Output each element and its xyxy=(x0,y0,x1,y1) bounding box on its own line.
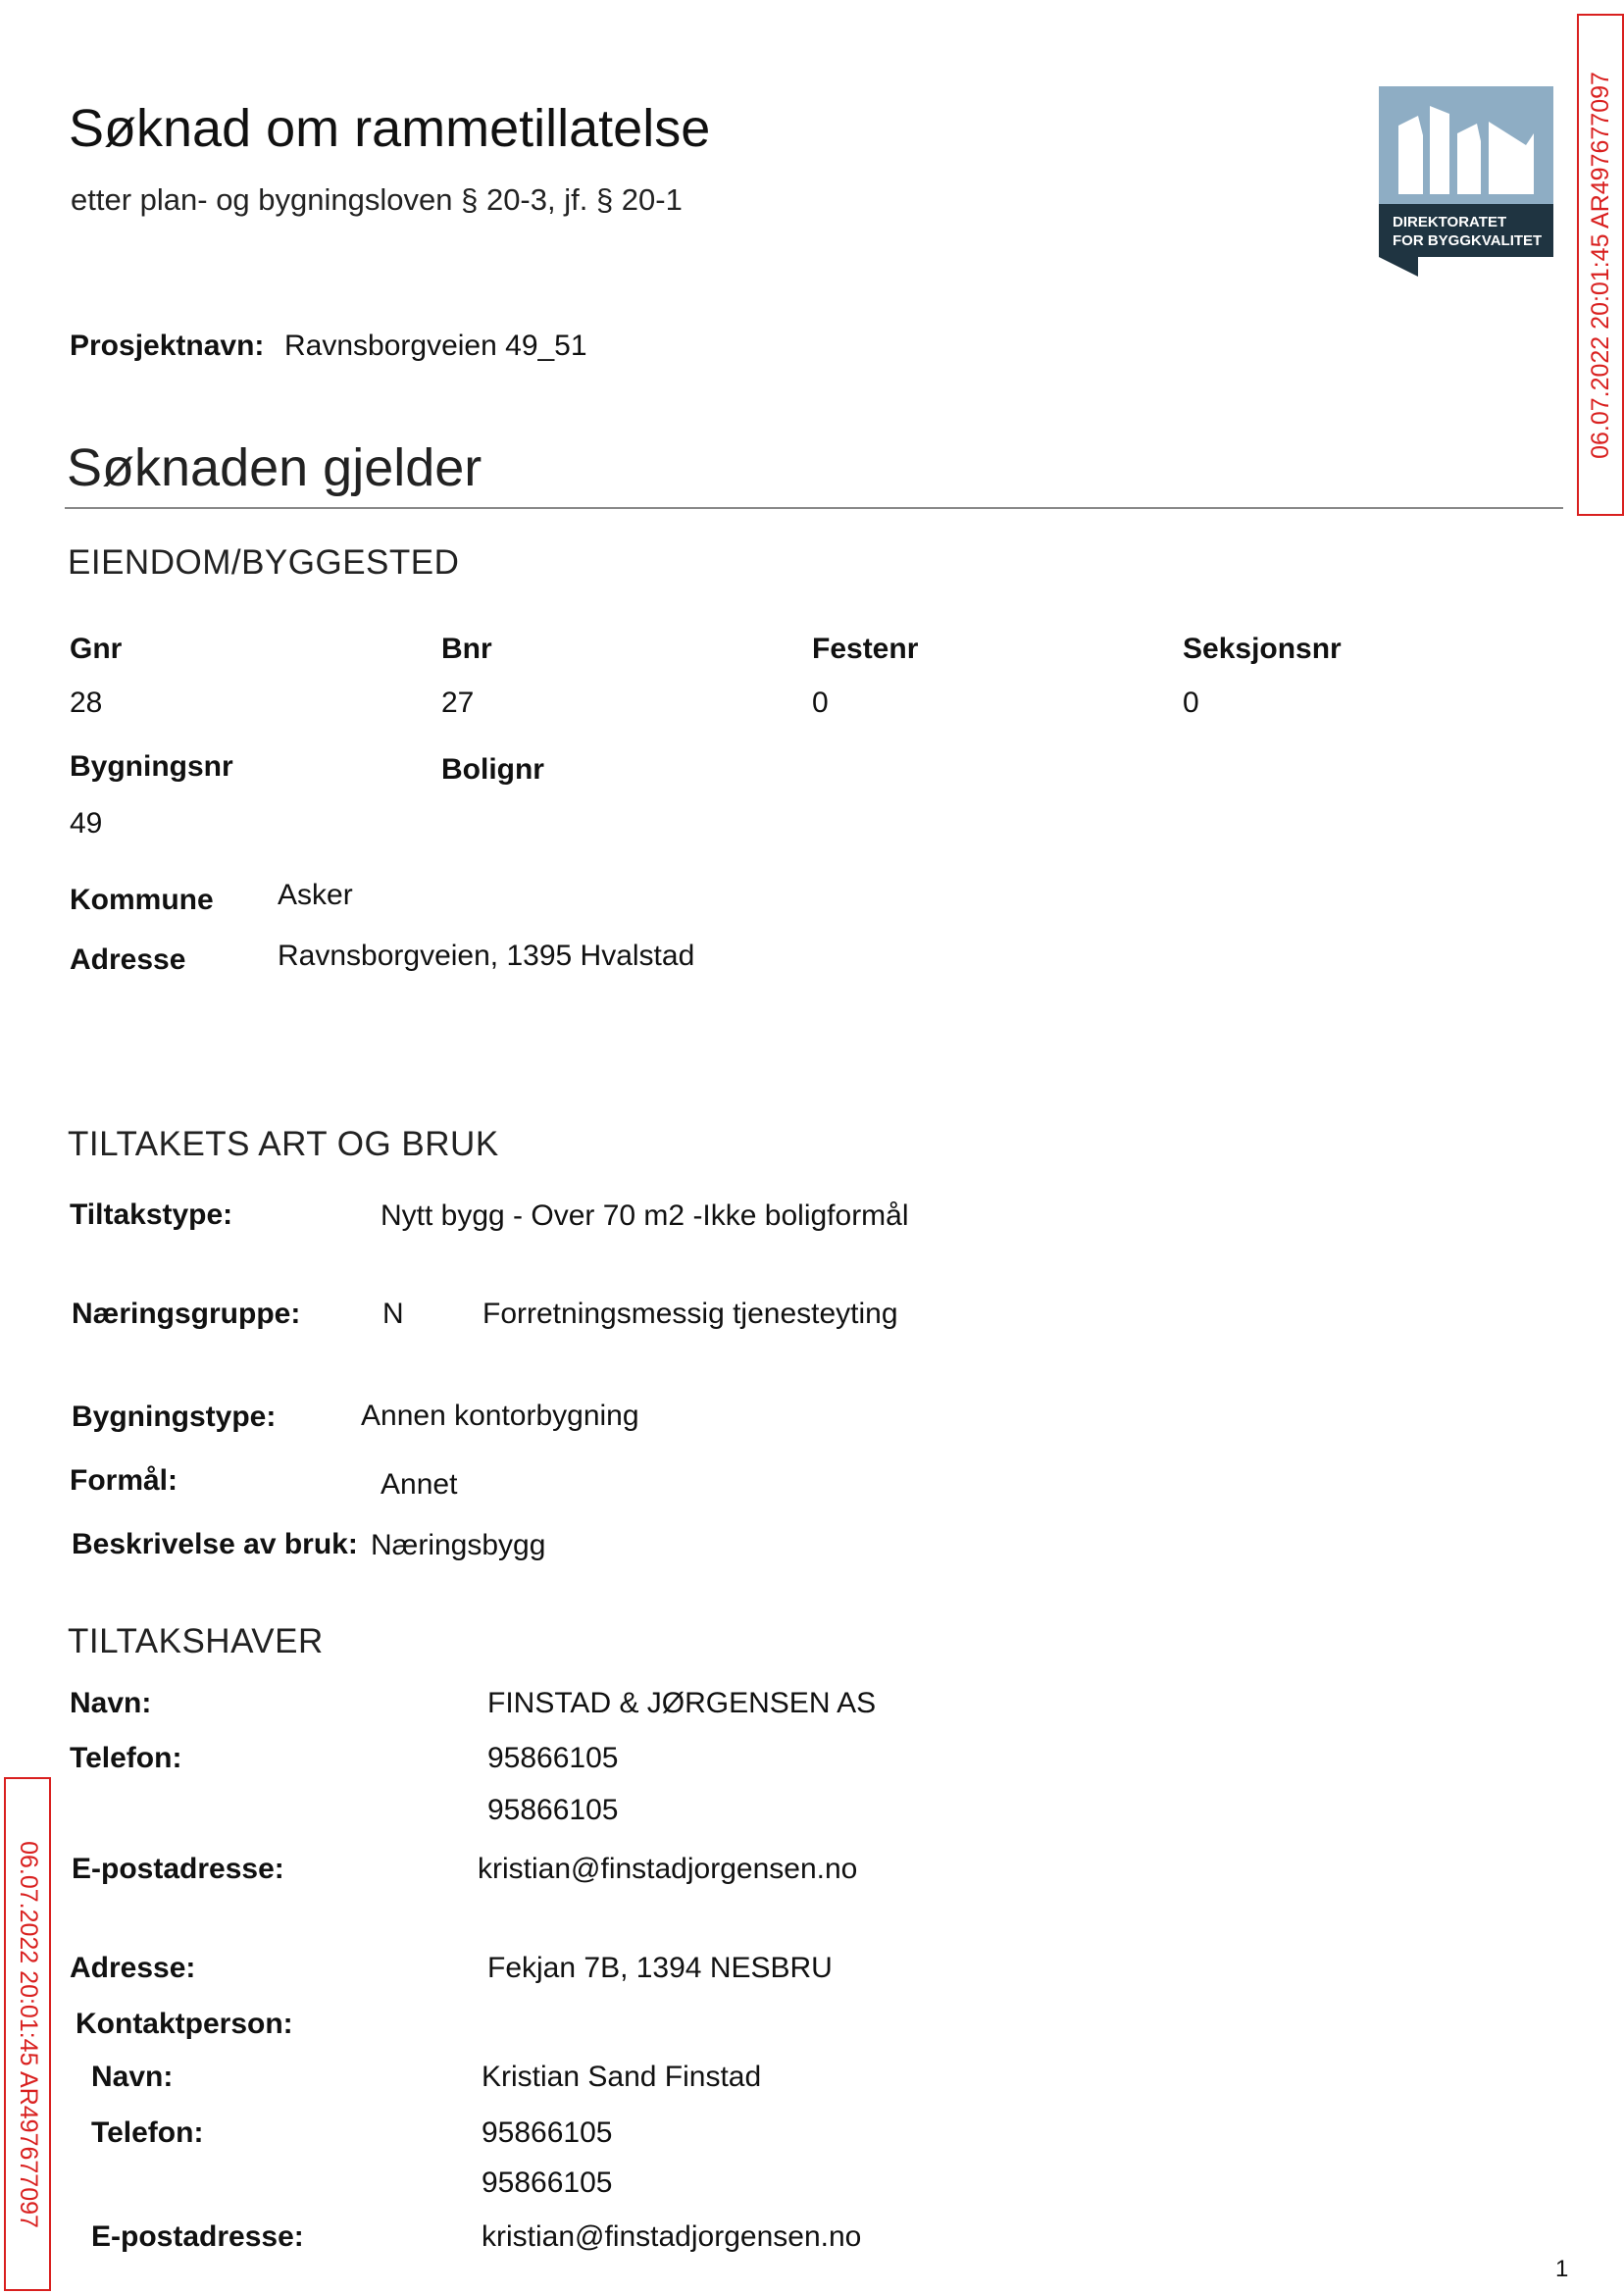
section-heading: Søknaden gjelder xyxy=(67,438,482,497)
kontaktperson-label: Kontaktperson: xyxy=(76,2008,293,2040)
project-name-value: Ravnsborgveien 49_51 xyxy=(284,330,587,362)
seksjonsnr-value: 0 xyxy=(1183,687,1199,719)
document-title: Søknad om rammetillatelse xyxy=(69,99,711,158)
tiltakshaver-navn-value: FINSTAD & JØRGENSEN AS xyxy=(487,1687,877,1719)
document-subtitle: etter plan- og bygningsloven § 20-3, jf. § 20-1 xyxy=(71,182,683,217)
kontakt-telefon-label: Telefon: xyxy=(91,2116,204,2149)
formal-value: Annet xyxy=(381,1468,458,1501)
tiltakshaver-adresse-value: Fekjan 7B, 1394 NESBRU xyxy=(487,1952,833,1984)
kontakt-epost-value: kristian@finstadjorgensen.no xyxy=(482,2220,862,2253)
tiltakshaver-heading: TILTAKSHAVER xyxy=(68,1622,324,1660)
tiltakshaver-navn-label: Navn: xyxy=(70,1687,152,1719)
tiltakstype-label: Tiltakstype: xyxy=(70,1198,233,1231)
kommune-label: Kommune xyxy=(70,884,214,916)
tiltakshaver-epost-label: E-postadresse: xyxy=(72,1853,284,1885)
stamp-text: 06.07.2022 20:01:45 AR497677097 xyxy=(1586,71,1614,459)
bygningstype-label: Bygningstype: xyxy=(72,1401,277,1433)
gnr-value: 28 xyxy=(70,687,103,719)
formal-label: Formål: xyxy=(70,1464,178,1497)
stamp-text: 06.07.2022 20:01:45 AR497677097 xyxy=(14,1840,42,2228)
bolignr-label: Bolignr xyxy=(441,753,544,786)
bygningsnr-label: Bygningsnr xyxy=(70,750,233,783)
kontakt-telefon-1: 95866105 xyxy=(482,2116,613,2149)
kommune-value: Asker xyxy=(278,879,353,911)
seksjonsnr-label: Seksjonsnr xyxy=(1183,633,1342,665)
tiltakshaver-telefon-label: Telefon: xyxy=(70,1742,182,1774)
naeringsgruppe-label: Næringsgruppe: xyxy=(72,1298,301,1330)
archive-stamp-top xyxy=(1577,14,1624,516)
bnr-label: Bnr xyxy=(441,633,492,665)
section-divider xyxy=(65,507,1563,509)
kontakt-telefon-2: 95866105 xyxy=(482,2167,613,2199)
project-name-label: Prosjektnavn: xyxy=(70,330,265,362)
festenr-value: 0 xyxy=(812,687,829,719)
naeringsgruppe-value: Forretningsmessig tjenesteyting xyxy=(482,1298,898,1330)
gnr-label: Gnr xyxy=(70,633,123,665)
logo-line-1: DIREKTORATET xyxy=(1393,214,1507,230)
bygningsnr-value: 49 xyxy=(70,807,103,840)
kontakt-navn-value: Kristian Sand Finstad xyxy=(482,2061,762,2093)
dibk-logo xyxy=(1379,86,1553,277)
kontakt-navn-label: Navn: xyxy=(91,2061,174,2093)
adresse-label: Adresse xyxy=(70,943,186,976)
tiltakstype-value: Nytt bygg - Over 70 m2 -Ikke boligformål xyxy=(381,1199,909,1232)
kontakt-epost-label: E-postadresse: xyxy=(91,2220,304,2253)
beskrivelse-label: Beskrivelse av bruk: xyxy=(72,1528,358,1560)
adresse-value: Ravnsborgveien, 1395 Hvalstad xyxy=(278,940,695,972)
bygningstype-value: Annen kontorbygning xyxy=(361,1400,639,1432)
beskrivelse-value: Næringsbygg xyxy=(371,1529,546,1561)
property-heading: EIENDOM/BYGGESTED xyxy=(68,543,460,582)
tiltakshaver-telefon-2: 95866105 xyxy=(487,1794,619,1826)
tiltak-heading: TILTAKETS ART OG BRUK xyxy=(68,1125,499,1163)
logo-line-2: FOR BYGGKVALITET xyxy=(1393,232,1543,249)
tiltakshaver-adresse-label: Adresse: xyxy=(70,1952,196,1984)
bnr-value: 27 xyxy=(441,687,475,719)
archive-stamp-left xyxy=(4,1777,51,2291)
festenr-label: Festenr xyxy=(812,633,919,665)
naeringsgruppe-code: N xyxy=(382,1298,404,1330)
tiltakshaver-telefon-1: 95866105 xyxy=(487,1742,619,1774)
page-number: 1 xyxy=(1555,2256,1569,2282)
tiltakshaver-epost-value: kristian@finstadjorgensen.no xyxy=(478,1853,858,1885)
